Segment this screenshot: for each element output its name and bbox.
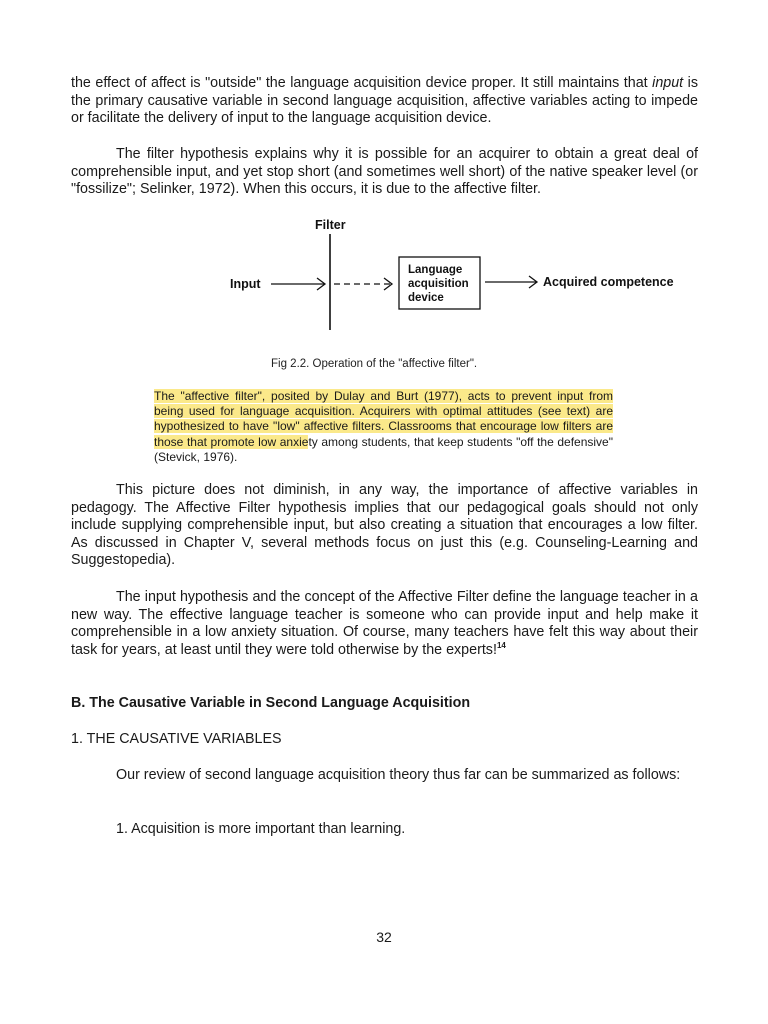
- paragraph-affect-outside: [71, 75, 698, 128]
- figure-note: [154, 389, 613, 465]
- paragraph-picture-pedagogy: This picture does not diminish, in any way, the importance of affective variables in pedagogy. The Affective Filter hypothesis implies that our pedagogical goals should not only include supplying comprehensible input, but also creating a situation that encourages a low filter. As discussed in Chapter V, several methods focus on just this (e.g. Counseling-Learning and Suggestopedia).: [71, 482, 698, 569]
- affective-filter-diagram: [221, 214, 691, 338]
- input-label: Input: [230, 277, 261, 291]
- figure-caption: Fig 2.2. Operation of the "affective filter".: [271, 358, 478, 370]
- device-label-line2: acquisition: [408, 278, 469, 290]
- page-number: 32: [376, 929, 392, 945]
- note-text: ty among students, that keep students "off the defensive" (Stevick, 1976).: [154, 434, 613, 464]
- filter-label: Filter: [315, 218, 346, 232]
- output-label: Acquired competence: [543, 275, 674, 289]
- paragraph-text: The input hypothesis and the concept of the Affective Filter define the language teacher in a new way. The effective language teacher is someone who can provide input and help make it comprehensible in a low anxiety situation. Of course, many teachers have felt this way about their task for years, at least until they were told otherwise by the experts!: [71, 589, 698, 658]
- paragraph-summary-intro: Our review of second language acquisition theory thus far can be summarized as follows:: [116, 767, 681, 783]
- paragraph-language-teacher: [71, 589, 698, 659]
- paragraph-filter-hypothesis: The filter hypothesis explains why it is possible for an acquirer to obtain a great deal of comprehensible input, and yet stop short (and sometimes well short) of the native speaker level (or "fossilize"; Selinker, 1972). When this occurs, it is due to the affective filter.: [71, 146, 698, 198]
- list-item: 1. Acquisition is more important than learning.: [116, 821, 406, 837]
- emphasis-input: input: [652, 75, 684, 91]
- subsection-heading: 1. THE CAUSATIVE VARIABLES: [71, 731, 282, 747]
- device-label-line1: Language: [408, 264, 463, 276]
- paragraph-text: is the primary causative variable in second language acquisition, affective variables acting to impede or facilitate the delivery of input to the language acquisition device.: [71, 75, 698, 127]
- footnote-marker[interactable]: 14: [496, 641, 506, 651]
- paragraph-text: the effect of affect is "outside" the language acquisition device proper. It still maintains that: [71, 75, 653, 91]
- section-heading: B. The Causative Variable in Second Language Acquisition: [71, 695, 471, 711]
- device-label-line3: device: [408, 292, 444, 304]
- highlighted-note-text: The "affective filter", posited by Dulay and Burt (1977), acts to prevent input from being used for language acquisition. Acquirers with optimal attitudes (see text) are hypothesized to have "low" affective filters. Classrooms that encourage low filters are those that promote low anxie: [154, 389, 613, 449]
